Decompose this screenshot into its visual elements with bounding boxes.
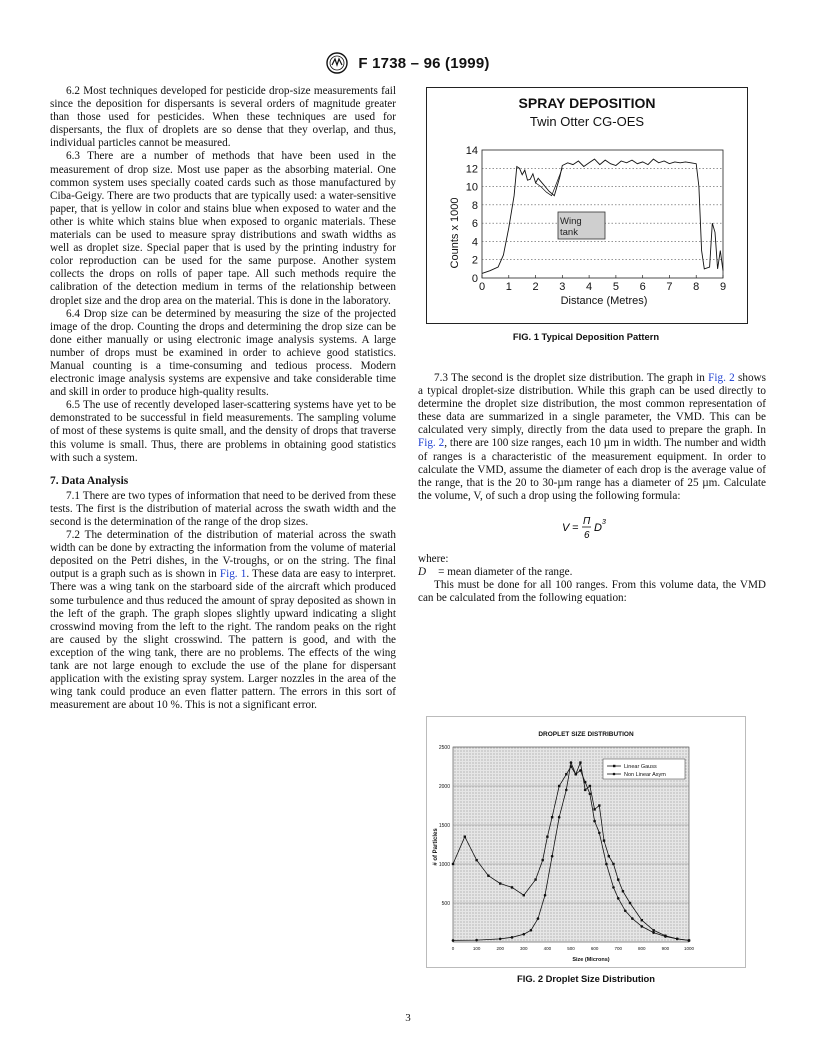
- fig2-point: [593, 820, 596, 823]
- fig2-point: [605, 863, 608, 866]
- fig1-y-tick-label: 10: [465, 181, 478, 194]
- fig2-x-tick-label: 500: [567, 946, 575, 951]
- fig2-link-1[interactable]: Fig. 2: [708, 372, 735, 384]
- fig2-point: [499, 882, 501, 884]
- left-column: [50, 85, 396, 712]
- fig1-x-tick-label: 8: [693, 281, 700, 293]
- fig2-point: [589, 793, 592, 796]
- fig2-point: [579, 769, 582, 772]
- section-heading-data-analysis: 7. Data Analysis: [50, 474, 129, 487]
- figure-1-chart: [427, 88, 747, 323]
- fig2-point: [546, 836, 548, 838]
- paragraph-7-2: [50, 529, 396, 712]
- fig2-point: [499, 938, 502, 941]
- fig2-point: [676, 938, 679, 941]
- fig2-point: [475, 939, 478, 942]
- fig2-x-tick-label: 1000: [683, 946, 695, 951]
- fig2-point: [511, 936, 514, 939]
- fig2-point: [551, 816, 553, 818]
- fig2-y-tick-label: 2500: [438, 745, 450, 751]
- fig2-point: [558, 785, 560, 787]
- fig1-x-tick-label: 1: [505, 281, 512, 293]
- volume-formula: [418, 511, 766, 541]
- fig2-point: [452, 863, 454, 865]
- where-label: where:: [418, 552, 449, 565]
- paragraph-6-2: 6.2 Most techniques developed for pesticide drop-size measurements fail since the deposition for dispersants is several orders of magnitude greater than those used for pesticides. When these techniques are used for dispersants, the flux of droplets are so dense that they overlap, and thus, individual particles cannot be measured.: [50, 85, 396, 150]
- fig2-point: [617, 878, 619, 880]
- figure-2-plot-area: [439, 745, 695, 951]
- fig2-point: [475, 859, 477, 861]
- figure-1-title: SPRAY DEPOSITION: [518, 95, 656, 111]
- fig2-point: [511, 886, 513, 888]
- fig2-point: [652, 929, 654, 931]
- volume-formula-math: [532, 511, 652, 543]
- fig2-legend-label: Non Linear Asym: [624, 772, 666, 778]
- formula-denominator: 6: [584, 529, 590, 541]
- fig2-point: [641, 919, 643, 921]
- fig1-x-tick-label: 3: [559, 281, 566, 293]
- figure-1: [426, 87, 748, 324]
- definition-d: [418, 566, 766, 579]
- fig2-y-tick-label: 2000: [438, 784, 450, 790]
- fig1-x-tick-label: 7: [666, 281, 673, 293]
- formula-equals: =: [572, 521, 579, 534]
- fig2-point: [452, 939, 455, 942]
- fig2-point: [574, 773, 577, 776]
- page-number: 3: [405, 1012, 411, 1024]
- paragraph-7-1: 7.1 There are two types of information that need to be derived from these tests. The first is the distribution of material across the swath width and the second is the determination of the range of the drop sizes.: [50, 489, 396, 528]
- fig2-point: [622, 890, 624, 892]
- document-designation: F 1738 – 96 (1999): [358, 54, 490, 72]
- fig2-point: [487, 875, 489, 877]
- fig2-point: [464, 836, 466, 838]
- paragraph-6-4: 6.4 Drop size can be determined by measuring the size of the projected image of the drop. Counting the drops and determining the drop size can be done either manually or using electronic image analysis systems. A large number of drops must be examined in order to achieve good statistics. Manual counting is a time-consuming and tedious process. Modern electronic image analysis systems are expensive and take considerable time and skill in order to produce high-quality results.: [50, 307, 396, 399]
- fig2-point: [565, 789, 568, 792]
- fig2-point: [688, 939, 691, 942]
- fig2-x-tick-label: 300: [520, 946, 528, 951]
- fig2-point: [603, 839, 605, 841]
- fig2-x-tick-label: 600: [590, 946, 599, 951]
- paragraph-6-5: 6.5 The use of recently developed laser-scattering systems have yet to be demonstrated to be successful in field measurements. The sampling volume of most of these systems is quite small, and the density of drops that traverse this volume is small. Thus, there are problems in obtaining good statistics with such a system.: [50, 399, 396, 464]
- fig2-x-tick-label: 400: [543, 946, 552, 951]
- figure-1-subtitle: Twin Otter CG-OES: [529, 114, 645, 129]
- fig2-x-tick-label: 0: [451, 946, 455, 951]
- definition-d-text: = mean diameter of the range.: [438, 566, 573, 579]
- fig2-point: [541, 859, 543, 861]
- fig1-x-tick-label: 0: [478, 281, 486, 293]
- formula-exponent: 3: [602, 518, 606, 526]
- fig2-point: [537, 917, 540, 920]
- fig2-point: [551, 855, 554, 858]
- formula-numerator: Π: [583, 515, 591, 527]
- fig2-point: [617, 897, 620, 900]
- formula-d: D: [594, 521, 602, 534]
- fig1-x-tick-label: 5: [612, 281, 619, 293]
- fig2-point: [579, 761, 581, 763]
- formula-v: V: [562, 521, 570, 534]
- figure-2-ylabel: # of Particles: [433, 828, 439, 866]
- fig2-point: [612, 886, 615, 889]
- fig2-point: [530, 929, 533, 932]
- fig2-point: [523, 933, 526, 936]
- fig2-y-tick-label: 1500: [438, 823, 450, 829]
- figure-2-title: DROPLET SIZE DISTRIBUTION: [538, 731, 634, 738]
- fig2-point: [534, 878, 536, 880]
- page-header: [0, 52, 816, 74]
- paragraph-7-3-text-b: shows a typical droplet-size distribution. While this graph can be used directly to determine the droplet size distribution, the most common representation of these data are summarized in a single parameter, the VMD. This can be calculated very simply, directly from the data used to prepare the graph. In: [418, 372, 766, 437]
- fig2-x-tick-label: 900: [661, 946, 670, 951]
- fig1-y-tick-label: 0: [471, 273, 478, 285]
- paragraph-7-3: [418, 372, 766, 503]
- figure-1-caption: FIG. 1 Typical Deposition Pattern: [512, 331, 660, 342]
- fig2-y-tick-label: 500: [441, 901, 450, 907]
- fig2-point: [598, 804, 600, 806]
- fig2-point: [624, 910, 627, 913]
- definition-d-symbol: D: [418, 566, 427, 579]
- fig2-link-2[interactable]: Fig. 2: [418, 437, 445, 450]
- figure-1-ylabel: Counts x 1000: [449, 197, 461, 269]
- fig2-point: [641, 925, 644, 928]
- fig2-point: [565, 773, 567, 775]
- figure-2-chart: [427, 717, 745, 967]
- fig2-point: [593, 808, 595, 810]
- fig1-x-tick-label: 2: [532, 281, 539, 293]
- fig2-x-tick-label: 800: [638, 946, 646, 951]
- fig2-legend-marker: [613, 765, 615, 767]
- fig1-y-tick-label: 12: [465, 163, 478, 176]
- fig2-x-tick-label: 100: [472, 946, 481, 951]
- fig1-y-tick-label: 2: [471, 254, 478, 267]
- fig2-point: [570, 761, 573, 764]
- wing-tank-label-line: tank: [560, 227, 578, 238]
- fig1-x-tick-label: 9: [719, 281, 727, 293]
- fig2-point: [652, 931, 655, 934]
- fig2-point: [629, 902, 631, 904]
- fig1-y-tick-label: 8: [471, 199, 478, 212]
- fig1-x-tick-label: 4: [586, 281, 593, 293]
- paragraph-7-2-text-b: . These data are easy to interpret. There was a wing tank on the starboard side of the aircraft which produced some turbulence and thus reduced the amount of spray deposited as shown in the left of the graph. The graph slopes slightly upward indicating a slight crosswind moving from the left to the right. The random peaks on the right are caused by the slight crosswind. The pattern is good, and with the exception of the wing tank, there are no problems. The effects of the wing tank are not large enough to exclude the use of the plane for dispersant application with the existing spray system. Larger nozzles in the area of the wing tank could produce an even flatter pattern. The errors in this sort of measurement are about 10 %. This is not a significant error.: [50, 568, 396, 712]
- fig1-y-tick-label: 14: [465, 145, 478, 157]
- fig2-point: [584, 789, 586, 791]
- fig2-point: [608, 855, 610, 857]
- fig2-y-tick-label: 1000: [438, 862, 450, 868]
- wing-tank-label-line: Wing: [560, 216, 582, 227]
- fig1-y-tick-label: 4: [471, 236, 478, 249]
- paragraph-7-2-text-a: 7.2 The determination of the distribution of material across the swath width can be done by extracting the information from the volume of material deposited on the Petri dishes, in the V-troughs, or on the string. The final output is a graph such as is shown in: [50, 529, 396, 581]
- fig2-point: [631, 917, 634, 920]
- fig2-legend-label: Linear Gauss: [624, 764, 657, 770]
- fig2-point: [589, 785, 591, 787]
- fig2-point: [544, 894, 547, 897]
- fig2-x-tick-label: 700: [614, 946, 622, 951]
- fig2-point: [523, 894, 525, 896]
- fig2-legend-marker: [613, 773, 616, 776]
- fig2-point: [558, 816, 561, 819]
- fig2-legend: [603, 759, 685, 779]
- figure-2-caption: FIG. 2 Droplet Size Distribution: [516, 973, 656, 984]
- astm-logo-icon: [326, 52, 348, 74]
- right-column: [418, 372, 766, 605]
- fig2-x-tick-label: 200: [496, 946, 504, 951]
- fig1-y-tick-label: 6: [471, 218, 478, 231]
- paragraph-7-3-text-a: 7.3 The second is the droplet size distribution. The graph in: [434, 372, 709, 384]
- fig2-point: [584, 781, 587, 784]
- figure-1-xlabel: Distance (Metres): [560, 295, 648, 307]
- paragraph-6-3: 6.3 There are a number of methods that have been used in the measurement of drop size. Most use paper as the absorbing material. One common system uses specially coated cards such as those manufactured by Ciba-Geigy. There are two products that are typically used: a water-sensitive paper, that is yellow in color and stains blue when exposed to water and the other is white which stains blue when exposed to organic materials. These materials can be used to measure spray distributions and swath widths as well as droplet size. Special paper that is used by the printing industry for color reproduction can be used for the same purpose. Another system collects the drops on rolls of paper tape. All such methods require the calibration of the detection medium in terms of the relationship between droplet size and the drop area on the material. This is done in the laboratory.: [50, 150, 396, 307]
- fig2-point: [612, 863, 614, 865]
- paragraph-after-definition: This must be done for all 100 ranges. From this volume data, the VMD can be calculated from the following equation:: [418, 579, 766, 605]
- figure-2: [426, 716, 746, 968]
- figure-2-xlabel: Size (Microns): [572, 957, 610, 963]
- fig1-link[interactable]: Fig. 1: [219, 568, 247, 581]
- paragraph-7-3-text-c: , there are 100 size ranges, each 10 µm in width. The number and width of ranges is a characteristic of the measurement equipment. In order to calculate the VMD, assume the diameter of each drop is the average value of the range, that is the 20 to 30-µm range has a diameter of 25 µm. Calculate the volume, V, of such a drop using the following formula:: [418, 437, 766, 502]
- fig2-point: [598, 832, 601, 835]
- fig1-x-tick-label: 6: [639, 281, 646, 293]
- fig2-point: [664, 935, 667, 938]
